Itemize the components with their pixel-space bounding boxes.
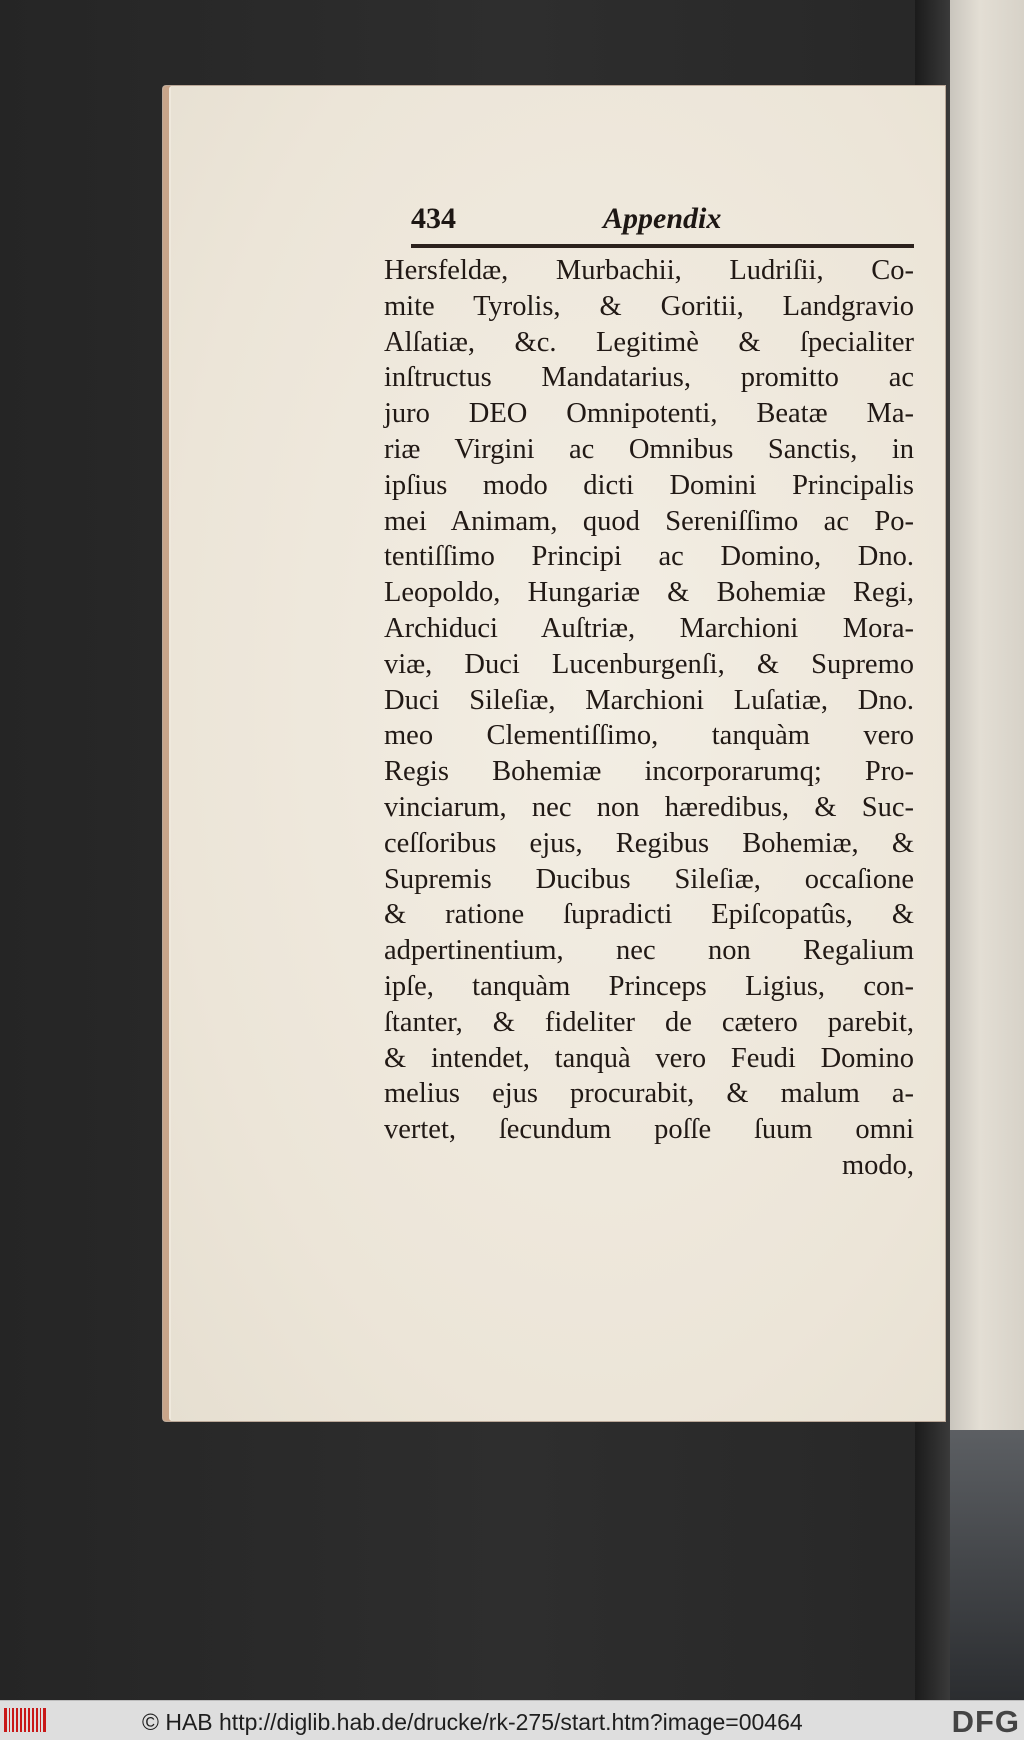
text-line: ipſius modo dicti Domini Principalis xyxy=(384,469,914,501)
text-line: vertet, ſecundum poſſe ſuum omni xyxy=(384,1114,914,1146)
text-line: mite Tyrolis, & Goritii, Landgravio xyxy=(384,290,914,322)
text-line: adpertinentium, nec non Regalium xyxy=(384,935,914,967)
text-line: tentiſſimo Principi ac Domino, Dno. xyxy=(384,541,914,573)
text-line: Hersfeldæ, Murbachii, Ludriſii, Co- xyxy=(384,255,914,286)
dfg-logo: DFG xyxy=(951,1704,1020,1739)
header-rule xyxy=(411,244,914,248)
text-line: juro DEO Omnipotenti, Beatæ Ma- xyxy=(384,398,914,430)
text-line: Archiduci Auſtriæ, Marchioni Mora- xyxy=(384,612,914,644)
text-line: ipſe, tanquàm Princeps Ligius, con- xyxy=(384,970,914,1002)
text-line: riæ Virgini ac Omnibus Sanctis, in xyxy=(384,433,914,465)
running-head: Appendix xyxy=(603,202,722,235)
footer-bar xyxy=(0,1700,1024,1740)
text-line: ſtanter, & fideliter de cætero parebit, xyxy=(384,1006,914,1038)
catchword: modo, xyxy=(841,1149,914,1181)
text-line: vinciarum, nec non hæredibus, & Suc- xyxy=(384,791,914,823)
text-line: mei Animam, quod Sereniſſimo ac Po- xyxy=(384,505,914,537)
text-line: Supremis Ducibus Sileſiæ, occaſione xyxy=(384,863,914,895)
adjacent-page-shadow xyxy=(950,1430,1024,1700)
text-line: Alſatiæ, &c. Legitimè & ſpecialiter xyxy=(384,326,914,358)
page-header xyxy=(411,202,916,242)
page-body-text xyxy=(384,253,914,1184)
text-line: ceſſoribus ejus, Regibus Bohemiæ, & xyxy=(384,827,914,859)
text-line: viæ, Duci Lucenburgenſi, & Supremo xyxy=(384,648,914,680)
page-number: 434 xyxy=(411,202,456,235)
text-line: Regis Bohemiæ incorporarumq; Pro- xyxy=(384,756,914,788)
text-line: Leopoldo, Hungariæ & Bohemiæ Regi, xyxy=(384,577,914,609)
text-line: melius ejus procurabit, & malum a- xyxy=(384,1078,914,1110)
text-line: & intendet, tanquà vero Feudi Domino xyxy=(384,1042,914,1074)
text-line: Duci Sileſiæ, Marchioni Luſatiæ, Dno. xyxy=(384,684,914,716)
text-line: meo Clementiſſimo, tanquàm vero xyxy=(384,720,914,752)
text-line: & ratione ſupradicti Epiſcopatûs, & xyxy=(384,899,914,931)
text-line: inſtructus Mandatarius, promitto ac xyxy=(384,362,914,394)
barcode-icon xyxy=(4,1708,46,1732)
copyright-link[interactable]: © HAB http://diglib.hab.de/drucke/rk-275/start.htm?image=00464 xyxy=(142,1709,803,1735)
